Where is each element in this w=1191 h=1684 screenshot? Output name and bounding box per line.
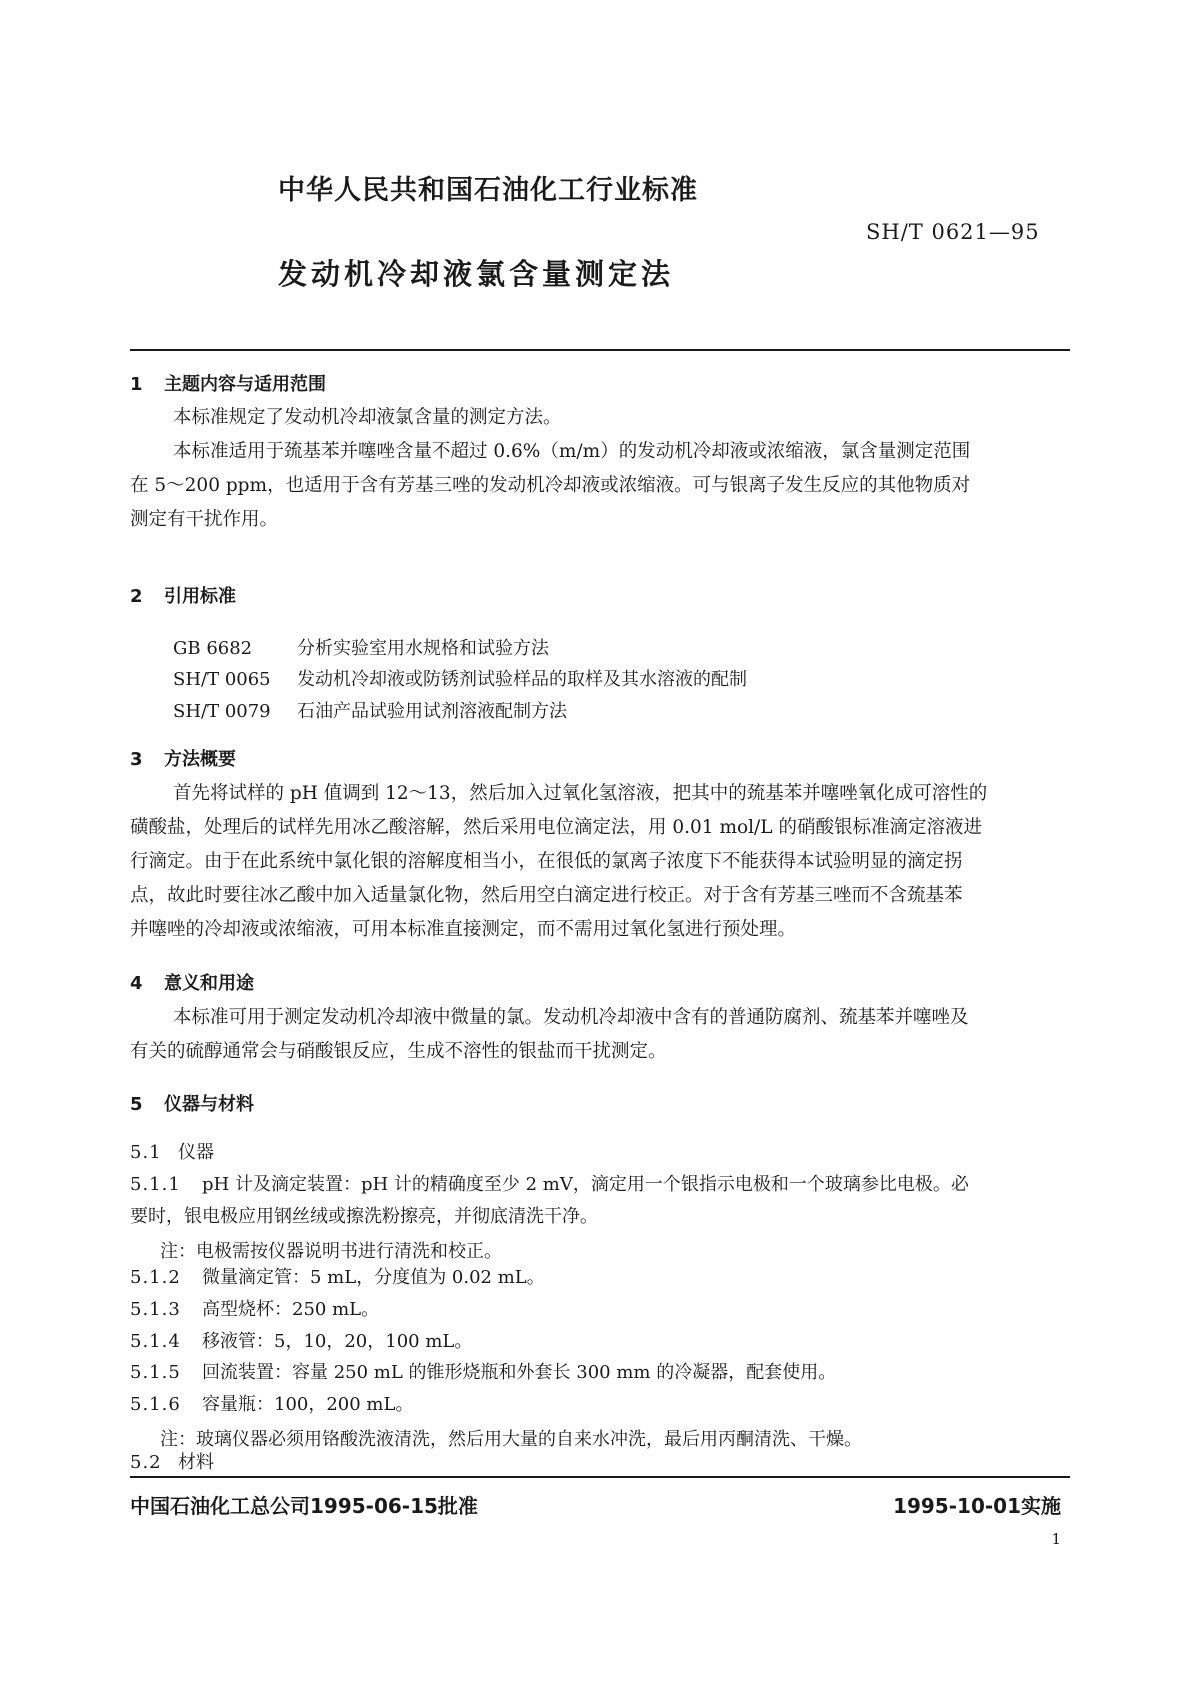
section-number: 3 xyxy=(130,749,143,770)
section-1-paragraph-2-line-3: 测定有干扰作用。 xyxy=(130,509,279,530)
item-text: 容量瓶：100，200 mL。 xyxy=(202,1394,414,1415)
section-3-line-1: 首先将试样的 pH 值调到 12～13，然后加入过氧化氢溶液，把其中的巯基苯并噻唑氧化成可溶性的 xyxy=(173,783,988,804)
section-number: 2 xyxy=(130,586,143,607)
section-title: 仪器与材料 xyxy=(164,1094,254,1115)
section-number: 1 xyxy=(130,374,143,395)
subsection-label: 仪器 xyxy=(178,1142,214,1163)
standard-code: SH/T 0621—95 xyxy=(866,220,1040,244)
item-number: 5.1.6 xyxy=(130,1394,181,1415)
footer-divider xyxy=(130,1476,1070,1478)
item-5-1-1 xyxy=(130,1170,969,1196)
reference-code: SH/T 0065 xyxy=(173,669,271,690)
section-title: 主题内容与适用范围 xyxy=(164,374,326,395)
note-glassware: 注：玻璃仪器必须用铬酸洗液清洗，然后用大量的自来水冲洗，最后用丙酮清洗、干燥。 xyxy=(160,1429,862,1450)
subsection-number: 5.1 xyxy=(130,1142,162,1163)
item-5-1-1-continuation: 要时，银电极应用钢丝绒或擦洗粉擦亮，并彻底清洗干净。 xyxy=(130,1206,598,1227)
section-4-line-2: 有关的硫醇通常会与硝酸银反应，生成不溶性的银盐而干扰测定。 xyxy=(130,1041,667,1062)
item-number: 5.1.4 xyxy=(130,1331,181,1352)
item-number: 5.1.2 xyxy=(130,1267,181,1288)
reference-description: 分析实验室用水规格和试验方法 xyxy=(297,638,549,659)
section-title: 意义和用途 xyxy=(164,973,254,994)
reference-code: GB 6682 xyxy=(173,638,253,659)
issuer-heading: 中华人民共和国石油化工行业标准 xyxy=(278,175,698,206)
item-5-1-5 xyxy=(130,1358,836,1384)
section-1-paragraph-2-line-1: 本标准适用于巯基苯并噻唑含量不超过 0.6%（m/m）的发动机冷却液或浓缩液，氯含量测定范围 xyxy=(173,441,971,462)
subsection-label: 材料 xyxy=(178,1452,214,1473)
item-5-1-6 xyxy=(130,1390,413,1416)
reference-description: 石油产品试验用试剂溶液配制方法 xyxy=(297,701,567,722)
section-1-paragraph-1: 本标准规定了发动机冷却液氯含量的测定方法。 xyxy=(173,407,562,428)
document-title: 发动机冷却液氯含量测定法 xyxy=(278,257,675,291)
section-title: 引用标准 xyxy=(164,586,236,607)
section-3-line-4: 点，故此时要往冰乙酸中加入适量氯化物，然后用空白滴定进行校正。对于含有芳基三唑而不含巯基苯 xyxy=(130,885,963,906)
item-number: 5.1.5 xyxy=(130,1362,181,1383)
section-4-line-1: 本标准可用于测定发动机冷却液中微量的氯。发动机冷却液中含有的普通防腐剂、巯基苯并噻唑及 xyxy=(173,1007,969,1028)
reference-row xyxy=(173,665,747,691)
subsection-5-1 xyxy=(130,1138,214,1164)
item-text: 微量滴定管：5 mL，分度值为 0.02 mL。 xyxy=(202,1267,545,1288)
item-number: 5.1.3 xyxy=(130,1299,181,1320)
page-number: 1 xyxy=(1051,1530,1061,1548)
section-3-line-2: 磺酸盐，处理后的试样先用冰乙酸溶解，然后采用电位滴定法，用 0.01 mol/L 的硝酸银标准滴定溶液进 xyxy=(130,817,982,838)
section-number: 5 xyxy=(130,1094,143,1115)
section-4-heading xyxy=(130,969,254,995)
section-3-line-5: 并噻唑的冷却液或浓缩液，可用本标准直接测定，而不需用过氧化氢进行预处理。 xyxy=(130,919,797,940)
header-divider xyxy=(130,349,1070,351)
approval-line: 中国石油化工总公司1995-06-15批准 xyxy=(130,1494,478,1518)
effective-date: 1995-10-01实施 xyxy=(893,1494,1061,1518)
item-text: pH 计及滴定装置：pH 计的精确度至少 2 mV，滴定用一个银指示电极和一个玻璃参比电极。必 xyxy=(202,1174,969,1195)
section-3-line-3: 行滴定。由于在此系统中氯化银的溶解度相当小，在很低的氯离子浓度下不能获得本试验明显的滴定拐 xyxy=(130,851,963,872)
section-number: 4 xyxy=(130,973,143,994)
reference-row xyxy=(173,634,549,660)
section-5-heading xyxy=(130,1090,254,1116)
note-electrode: 注：电极需按仪器说明书进行清洗和校正。 xyxy=(160,1241,502,1262)
item-text: 移液管：5，10，20，100 mL。 xyxy=(202,1331,473,1352)
section-2-heading xyxy=(130,582,236,608)
item-5-1-3 xyxy=(130,1295,379,1321)
item-5-1-2 xyxy=(130,1263,545,1289)
subsection-5-2 xyxy=(130,1448,214,1474)
section-title: 方法概要 xyxy=(164,749,236,770)
item-5-1-4 xyxy=(130,1327,472,1353)
item-number: 5.1.1 xyxy=(130,1174,181,1195)
section-3-heading xyxy=(130,745,236,771)
section-1-heading xyxy=(130,370,326,396)
reference-code: SH/T 0079 xyxy=(173,701,271,722)
section-1-paragraph-2-line-2: 在 5～200 ppm，也适用于含有芳基三唑的发动机冷却液或浓缩液。可与银离子发生反应的其他物质对 xyxy=(130,475,971,496)
item-text: 回流装置：容量 250 mL 的锥形烧瓶和外套长 300 mm 的冷凝器，配套使用。 xyxy=(202,1362,837,1383)
item-text: 高型烧杯：250 mL。 xyxy=(202,1299,380,1320)
subsection-number: 5.2 xyxy=(130,1452,162,1473)
reference-description: 发动机冷却液或防锈剂试验样品的取样及其水溶液的配制 xyxy=(297,669,747,690)
reference-row xyxy=(173,697,567,723)
